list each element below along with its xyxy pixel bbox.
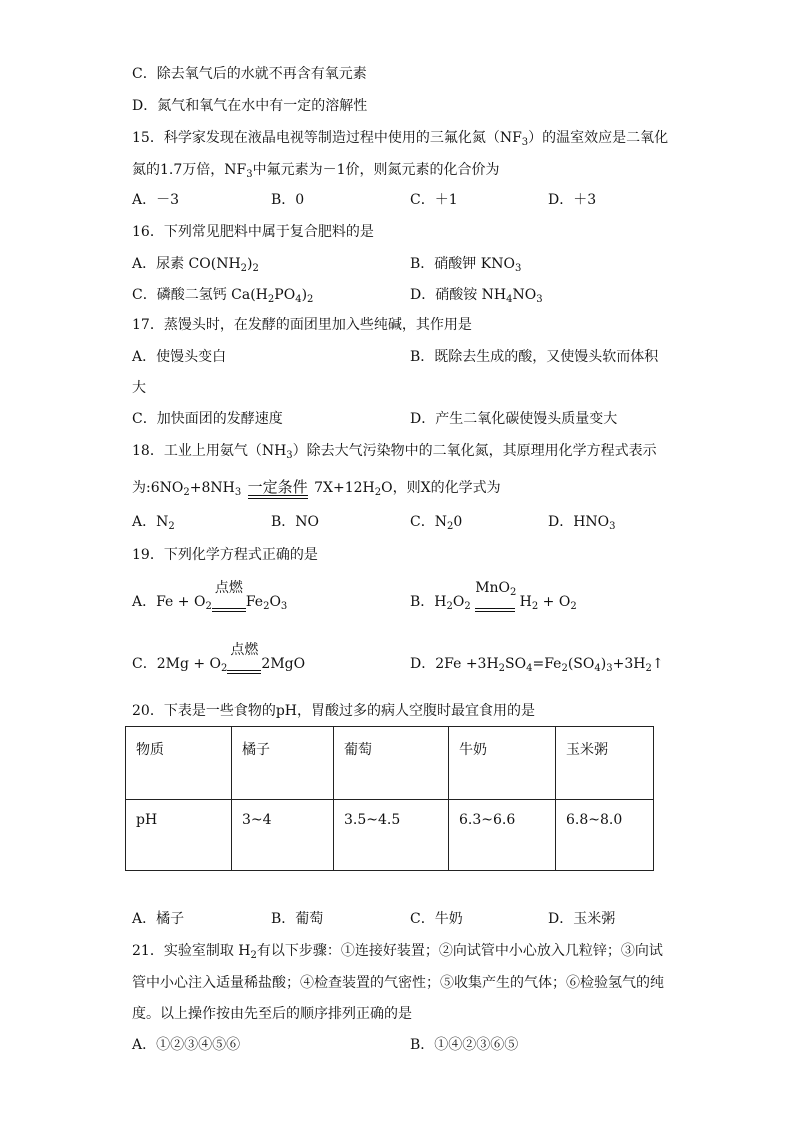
table-cell: 3~4 <box>232 800 334 871</box>
q19-option-b: B．$H_2O_2$ MnO$_2$ $H_2 + O_2$ <box>410 580 577 612</box>
table-header-cell: 葡萄 <box>334 727 449 800</box>
q17-option-d: D．产生二氧化碳使馒头质量变大 <box>410 411 618 427</box>
q16-option-b: B．硝酸钾 $KNO_3$ <box>410 256 522 274</box>
q18-option-c: C．$N_20$ <box>410 514 463 532</box>
q21-stem-line1: 21．实验室制取 $H_2$有以下步骤：①连接好装置；②向试管中小心放入几粒锌；③向试 <box>132 943 663 961</box>
table-header-cell: 玉米粥 <box>556 727 654 800</box>
q17-option-b: B．既除去生成的酸，又使馒头软而体积 <box>410 349 659 365</box>
q16-option-c: C．磷酸二氢钙 $Ca(H_2PO_4)_2$ <box>132 287 314 305</box>
table-cell: 3.5~4.5 <box>334 800 449 871</box>
q20-option-d: D．玉米粥 <box>548 911 616 927</box>
q16-option-d: D．硝酸铵 $NH_4NO_3$ <box>410 287 543 305</box>
q15-stem-line2: 氮的1.7万倍，$NF_3$中氟元素为－1价，则氮元素的化合价为 <box>132 162 500 180</box>
q18-stem-line1: 18．工业上用氨气$(NH_3)$除去大气污染物中的二氧化氮，其原理用化学方程式表示 <box>132 443 657 461</box>
q14-option-d: D．氮气和氧气在水中有一定的溶解性 <box>132 98 368 114</box>
q21-option-b: B．①④②③⑥⑤ <box>410 1037 519 1053</box>
q15-stem-line1: 15．科学家发现在液晶电视等制造过程中使用的三氟化氮$(NF_3)$的温室效应是二氧化 <box>132 130 669 148</box>
q20-option-c: C．牛奶 <box>410 911 463 927</box>
q16-stem: 16．下列常见肥料中属于复合肥料的是 <box>132 224 374 240</box>
q19-stem: 19．下列化学方程式正确的是 <box>132 547 318 563</box>
q21-option-a: A．①②③④⑤⑥ <box>132 1037 241 1053</box>
q15-option-a: A．－3 <box>132 192 180 208</box>
q21-stem-line3: 度。以上操作按由先至后的顺序排列正确的是 <box>132 1006 412 1022</box>
q17-stem: 17．蒸馒头时，在发酵的面团里加入些纯碱，其作用是 <box>132 317 472 333</box>
table-header-cell: 物质 <box>126 727 232 800</box>
q14-option-c: C．除去氧气后的水就不再含有氧元素 <box>132 66 367 82</box>
table-cell: pH <box>126 800 232 871</box>
q18-option-a: A．$N_2$ <box>132 514 175 532</box>
q19-c-equals-sign: 点燃 <box>227 661 261 674</box>
q15-option-c: C．＋1 <box>410 192 458 208</box>
q15-option-b: B．0 <box>271 192 305 208</box>
q20-option-b: B．葡萄 <box>271 911 324 927</box>
table-header-cell: 橘子 <box>232 727 334 800</box>
q19-option-a: A．$Fe + O_2$ 点燃 $Fe_2O_3$ <box>132 580 288 612</box>
q20-stem: 20．下表是一些食物的pH，胃酸过多的病人空腹时最宜食用的是 <box>132 703 535 719</box>
table-row <box>126 800 654 871</box>
table-header-row <box>126 727 654 800</box>
q16-option-a: A．尿素 $CO(NH_2)_2$ <box>132 256 259 274</box>
q20-option-a: A．橘子 <box>132 911 185 927</box>
q18-reaction-condition: 一定条件 <box>246 477 310 499</box>
q19-b-equals-sign: MnO$_2$ <box>475 599 515 612</box>
q17-option-b-continued: 大 <box>132 380 146 396</box>
q17-option-c: C．加快面团的发酵速度 <box>132 411 283 427</box>
table-cell: 6.8~8.0 <box>556 800 654 871</box>
ph-table <box>125 726 654 871</box>
q19-option-d: D．$2Fe +3H_2SO_4=Fe_2(SO_4)_3+3H_2↑$ <box>410 656 664 674</box>
table-header-cell: 牛奶 <box>449 727 556 800</box>
table-cell: 6.3~6.6 <box>449 800 556 871</box>
q18-stem-line2: 为$:6NO_2+8NH_3$ 一定条件 $7X+12H_2O$，则X的化学式为 <box>132 478 501 498</box>
q18-option-b: B．NO <box>271 514 320 530</box>
q19-a-equals-sign: 点燃 <box>212 599 246 612</box>
q15-option-d: D．＋3 <box>548 192 597 208</box>
q17-option-a: A．使馒头变白 <box>132 349 227 365</box>
q18-option-d: D．$HNO_3$ <box>548 514 616 532</box>
q21-stem-line2: 管中小心注入适量稀盐酸；④检查装置的气密性；⑤收集产生的气体；⑥检验氢气的纯 <box>132 975 664 991</box>
q19-option-c: C．$2Mg + O_2$ 点燃 2MgO <box>132 642 306 674</box>
